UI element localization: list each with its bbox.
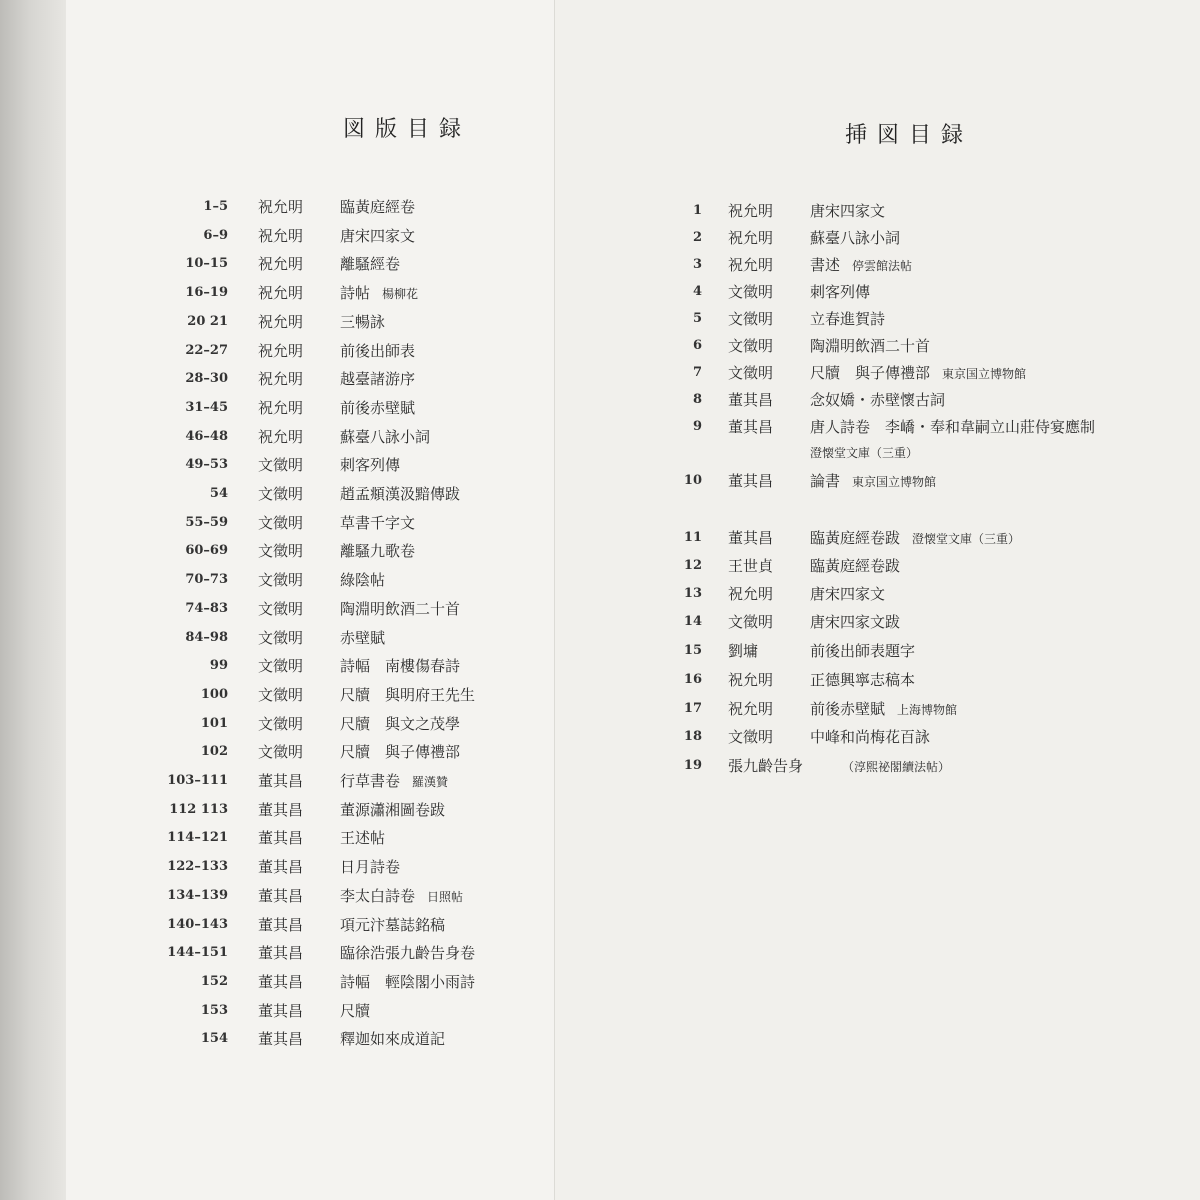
plate-work-title: 釋迦如來成道記 [340,1030,446,1049]
figure-work [810,254,912,277]
plate-artist: 文徵明 [258,513,304,532]
figure-work-title: 念奴嬌・赤壁懷古詞 [810,391,946,409]
figure-number: 6 [692,338,702,353]
plate-number: 140–143 [167,916,228,932]
plate-work [340,1028,445,1050]
figure-work-title: 唐人詩卷 李嶠・奉和韋嗣立山莊侍宴應制 [810,418,1096,436]
figure-number: 11 [683,530,702,545]
figure-work [810,640,915,662]
plate-row [150,454,550,476]
figure-artist: 文徵明 [728,283,774,301]
plate-artist: 文徵明 [258,485,304,503]
plate-number: 101 [200,715,228,731]
plate-row [150,368,550,390]
plate-work-title: 詩幅 輕陰閣小雨詩 [340,972,476,991]
plate-number: 102 [200,744,228,760]
plate-number: 46–48 [185,428,228,444]
plate-row [150,340,550,362]
plate-work-title: 李太白詩卷 [340,886,416,905]
plate-row [150,684,550,706]
plate-work-title: 臨黃庭經卷 [340,198,416,216]
plate-number: 6–9 [203,227,228,243]
plate-number: 152 [200,973,228,989]
plate-artist: 文徵明 [258,685,304,704]
plate-work-title: 尺牘 與明府王先生 [340,685,476,704]
figure-work [810,308,885,330]
plate-number: 49–53 [185,457,228,473]
plate-artist: 董其昌 [258,1001,304,1020]
plate-work [340,540,415,562]
figure-artist: 文徵明 [728,613,774,631]
plate-number: 55–59 [185,514,228,530]
plate-artist: 文徵明 [258,743,304,762]
plate-number: 10–15 [185,256,228,272]
plate-artist: 董其昌 [258,800,304,819]
figure-artist: 文徵明 [728,337,774,355]
figure-work-title: 尺牘 與子傳禮部 [810,364,931,382]
figure-work-title: 立春進賀詩 [810,310,886,328]
figure-row [670,726,1180,748]
plate-artist: 祝允明 [258,427,304,446]
plate-row [150,627,550,649]
figure-work-title: 陶淵明飲酒二十首 [810,337,931,355]
figure-work-title: 臨黃庭經卷跋 [810,557,901,575]
figure-work-title: 書述 [810,256,841,274]
figure-work-title: 唐宋四家文跋 [810,613,901,631]
plate-number: 122–133 [167,859,228,875]
figure-work-title: 中峰和尚梅花百詠 [810,728,931,746]
plate-number: 84–98 [185,629,228,645]
plate-artist: 文徵明 [258,628,304,647]
plate-artist: 董其昌 [258,829,304,848]
plate-artist: 祝允明 [258,198,304,216]
figure-row [670,470,1180,492]
figure-row [670,281,1180,303]
plate-work-title: 唐宋四家文 [340,226,416,245]
plate-work [340,942,475,964]
figure-work-title: 論書 [810,472,841,490]
plate-row [150,512,550,534]
plate-artist: 董其昌 [258,772,304,790]
plate-artist: 祝允明 [258,284,304,303]
plate-number: 153 [200,1002,228,1018]
plate-work-title: 詩帖 [340,284,371,303]
plate-row [150,971,550,993]
plate-work [340,368,415,390]
plates-list-title: 図版目録 [343,117,472,142]
plate-work-title: 草書千字文 [340,513,416,532]
plate-artist: 文徵明 [258,714,304,733]
figure-row [670,200,1180,222]
plate-work [340,512,415,534]
plate-number: 154 [200,1031,228,1047]
figure-work [830,755,950,778]
plate-work [340,770,448,793]
figure-work-title: 唐宋四家文 [810,585,886,603]
figure-work-title: 前後出師表題字 [810,642,916,660]
plate-work [340,713,460,735]
figure-row [670,640,1180,662]
plate-work-title: 尺牘 [340,1001,371,1020]
plate-work [340,340,415,362]
plate-number: 28–30 [185,371,228,387]
figure-number: 12 [683,558,702,573]
plate-work [340,598,460,620]
plate-work-title: 蘇臺八詠小詞 [340,427,431,446]
figure-work-title: 前後赤壁賦 [810,700,886,718]
plate-row [150,311,550,333]
plate-number: 114–121 [167,830,228,846]
plate-number: 74–83 [185,600,228,616]
figure-artist: 劉墉 [728,642,759,660]
plate-row [150,196,550,218]
plate-work-title: 三暢詠 [340,312,386,331]
figure-work [810,227,900,249]
plate-row [150,856,550,878]
plate-artist: 祝允明 [258,398,304,417]
figure-note: 上海博物館 [897,703,958,717]
plate-work-title: 赤壁賦 [340,628,386,647]
plate-number: 99 [209,658,228,674]
figure-artist: 董其昌 [728,418,774,436]
plate-work-title: 董源瀟湘圖卷跋 [340,800,446,819]
plate-number: 100 [200,686,228,702]
plate-row [150,1028,550,1050]
plate-work-title: 日月詩卷 [340,858,401,877]
figure-work [810,200,885,222]
plate-row [150,540,550,562]
figure-number: 3 [692,257,702,272]
figure-row [670,362,1180,384]
figure-sub-note: 澄懐堂文庫（三重） [810,446,919,460]
plate-work-title: 前後出師表 [340,341,416,360]
plate-number: 16–19 [185,285,228,301]
plate-work-title: 越臺諸游序 [340,370,416,389]
plate-artist: 文徵明 [258,599,304,618]
plate-work-title: 陶淵明飲酒二十首 [340,599,461,618]
figure-number: 18 [683,729,702,744]
plate-work [340,684,475,706]
figure-number: 9 [692,419,702,434]
plate-row [150,483,550,505]
figure-number: 7 [692,365,702,380]
plate-work-title: 臨徐浩張九齡告身卷 [340,944,476,963]
figure-number: 19 [683,758,702,773]
plate-work-title: 前後赤壁賦 [340,398,416,417]
plate-artist: 祝允明 [258,312,304,331]
plate-row [150,799,550,821]
figure-artist: 祝允明 [728,700,774,718]
plate-work [340,196,415,218]
plate-work [340,454,400,476]
figure-note: 東京国立博物館 [942,367,1027,381]
figure-number: 8 [692,392,702,407]
figure-artist: 董其昌 [728,529,774,547]
figure-number: 5 [692,311,702,326]
plate-work [340,397,415,419]
plate-row [150,598,550,620]
figure-work [810,698,957,721]
plate-artist: 董其昌 [258,1030,304,1049]
plate-number: 103–111 [167,773,228,788]
figure-row [670,698,1180,720]
figure-number: 10 [683,473,702,488]
plate-row [150,397,550,419]
plate-row [150,770,550,792]
figure-note: 東京国立博物館 [852,475,937,489]
figure-row [670,527,1180,549]
plate-artist: 文徵明 [258,456,304,475]
figure-artist: 祝允明 [728,229,774,247]
figure-work-title: 唐宋四家文 [810,202,886,220]
figure-number: 2 [692,230,702,245]
plate-artist: 文徵明 [258,657,304,676]
plate-work-title: 行草書卷 [340,772,401,790]
plate-work [340,627,385,649]
plate-work [340,914,445,936]
plate-number: 22–27 [185,342,228,358]
figure-row [670,308,1180,330]
figure-work-title: 刺客列傳 [810,283,871,301]
plate-number: 20 21 [187,313,228,329]
figure-row [670,555,1180,577]
figure-artist: 文徵明 [728,364,774,382]
plate-number: 1–5 [203,199,228,214]
plate-work [340,655,460,677]
plate-artist: 董其昌 [258,858,304,877]
plate-work [340,827,385,849]
plate-artist: 文徵明 [258,542,304,561]
plate-artist: 董其昌 [258,886,304,905]
figure-number: 15 [683,643,702,658]
figure-row [670,755,1180,777]
figure-work [810,335,930,357]
plate-artist: 文徵明 [258,571,304,590]
plate-work [340,225,415,247]
plate-row [150,569,550,591]
plate-work [340,741,460,763]
figure-number: 1 [692,203,702,218]
figure-number: 16 [683,672,702,687]
plate-number: 134–139 [167,887,228,903]
plate-work-title: 項元汴墓誌銘稿 [340,915,446,934]
figure-artist: 祝允明 [728,202,774,220]
figure-row [670,416,1180,460]
figures-list-title: 挿図目録 [845,123,974,148]
plate-work [340,253,400,275]
plate-work [340,1000,370,1022]
figure-work [810,669,915,691]
plate-row [150,282,550,304]
figure-work [810,362,1026,385]
figure-artist: 王世貞 [728,557,774,575]
figure-note: 停雲館法帖 [852,259,913,273]
figure-work [810,555,900,577]
plate-artist: 董其昌 [258,915,304,934]
plate-work [340,971,475,993]
plate-artist: 祝允明 [258,226,304,245]
plate-artist: 董其昌 [258,944,304,963]
plate-work [340,483,460,505]
plate-work [340,311,385,333]
figure-artist: 張九齡告身 [728,757,804,775]
figure-row [670,583,1180,605]
figure-number: 13 [683,586,702,601]
figure-artist: 祝允明 [728,585,774,603]
figure-artist: 董其昌 [728,391,774,409]
figure-row [670,227,1180,249]
plate-work [340,885,463,908]
plate-work-title: 王述帖 [340,829,386,848]
plate-work-title: 刺客列傳 [340,456,401,475]
figure-work-title: 正德興寧志稿本 [810,671,916,689]
plate-work-title: 尺牘 與子傳禮部 [340,743,461,762]
plate-row [150,713,550,735]
figure-work [810,281,870,303]
figure-row [670,669,1180,691]
plate-number: 31–45 [185,399,228,415]
plate-artist: 祝允明 [258,370,304,389]
plate-row [150,914,550,936]
plate-row [150,942,550,964]
figure-work-title: 蘇臺八詠小詞 [810,229,901,247]
plate-work-title: 離騷九歌卷 [340,542,416,561]
plate-row [150,885,550,907]
plate-note: 楊柳花 [382,287,419,302]
plate-artist: 祝允明 [258,255,304,274]
plate-artist: 祝允明 [258,341,304,360]
plate-note: 日照帖 [427,889,464,904]
figure-row [670,611,1180,633]
plate-work [340,856,400,878]
figure-work [810,416,1095,438]
figure-row [670,389,1180,411]
figure-artist: 董其昌 [728,472,774,490]
figure-artist: 文徵明 [728,310,774,328]
figure-artist: 祝允明 [728,671,774,689]
plate-artist: 董其昌 [258,972,304,991]
plate-row [150,827,550,849]
figure-artist: 祝允明 [728,256,774,274]
figure-work [810,470,936,493]
plate-row [150,225,550,247]
figure-note: 澄懐堂文庫（三重） [912,532,1021,546]
plate-row [150,253,550,275]
figure-work [810,389,945,411]
plate-work [340,799,445,821]
figure-number: 14 [683,614,702,629]
figure-work [810,611,900,633]
plate-work [340,569,385,591]
plate-number: 60–69 [185,543,228,559]
plate-number: 54 [209,486,228,501]
plate-number: 70–73 [185,572,228,588]
plate-row [150,1000,550,1022]
plate-row [150,426,550,448]
figure-work-title: 臨黃庭經卷跋 [810,529,901,547]
figure-work [810,726,930,748]
figure-work [810,527,1020,550]
plate-work-title: 趙孟頫漢汲黯傳跋 [340,485,461,503]
plate-work-title: 綠陰帖 [340,571,386,590]
plate-work [340,426,430,448]
plate-work-title: 詩幅 南樓傷春詩 [340,657,461,676]
book-spine-shadow [0,0,66,1200]
figure-number: 4 [692,284,702,299]
figure-work [810,583,885,605]
figure-row [670,254,1180,276]
plate-number: 144–151 [167,945,228,961]
figure-note: （淳熙祕閣續法帖） [842,760,951,774]
plate-work-title: 離騷經卷 [340,255,401,274]
figure-number: 17 [683,701,702,716]
plate-note: 羅漢贊 [412,775,449,789]
plate-work-title: 尺牘 與文之茂學 [340,714,461,733]
plate-number: 112 113 [169,801,228,817]
plate-row [150,655,550,677]
figure-artist: 文徵明 [728,728,774,746]
plate-work [340,282,418,305]
figure-row [670,335,1180,357]
plate-row [150,741,550,763]
